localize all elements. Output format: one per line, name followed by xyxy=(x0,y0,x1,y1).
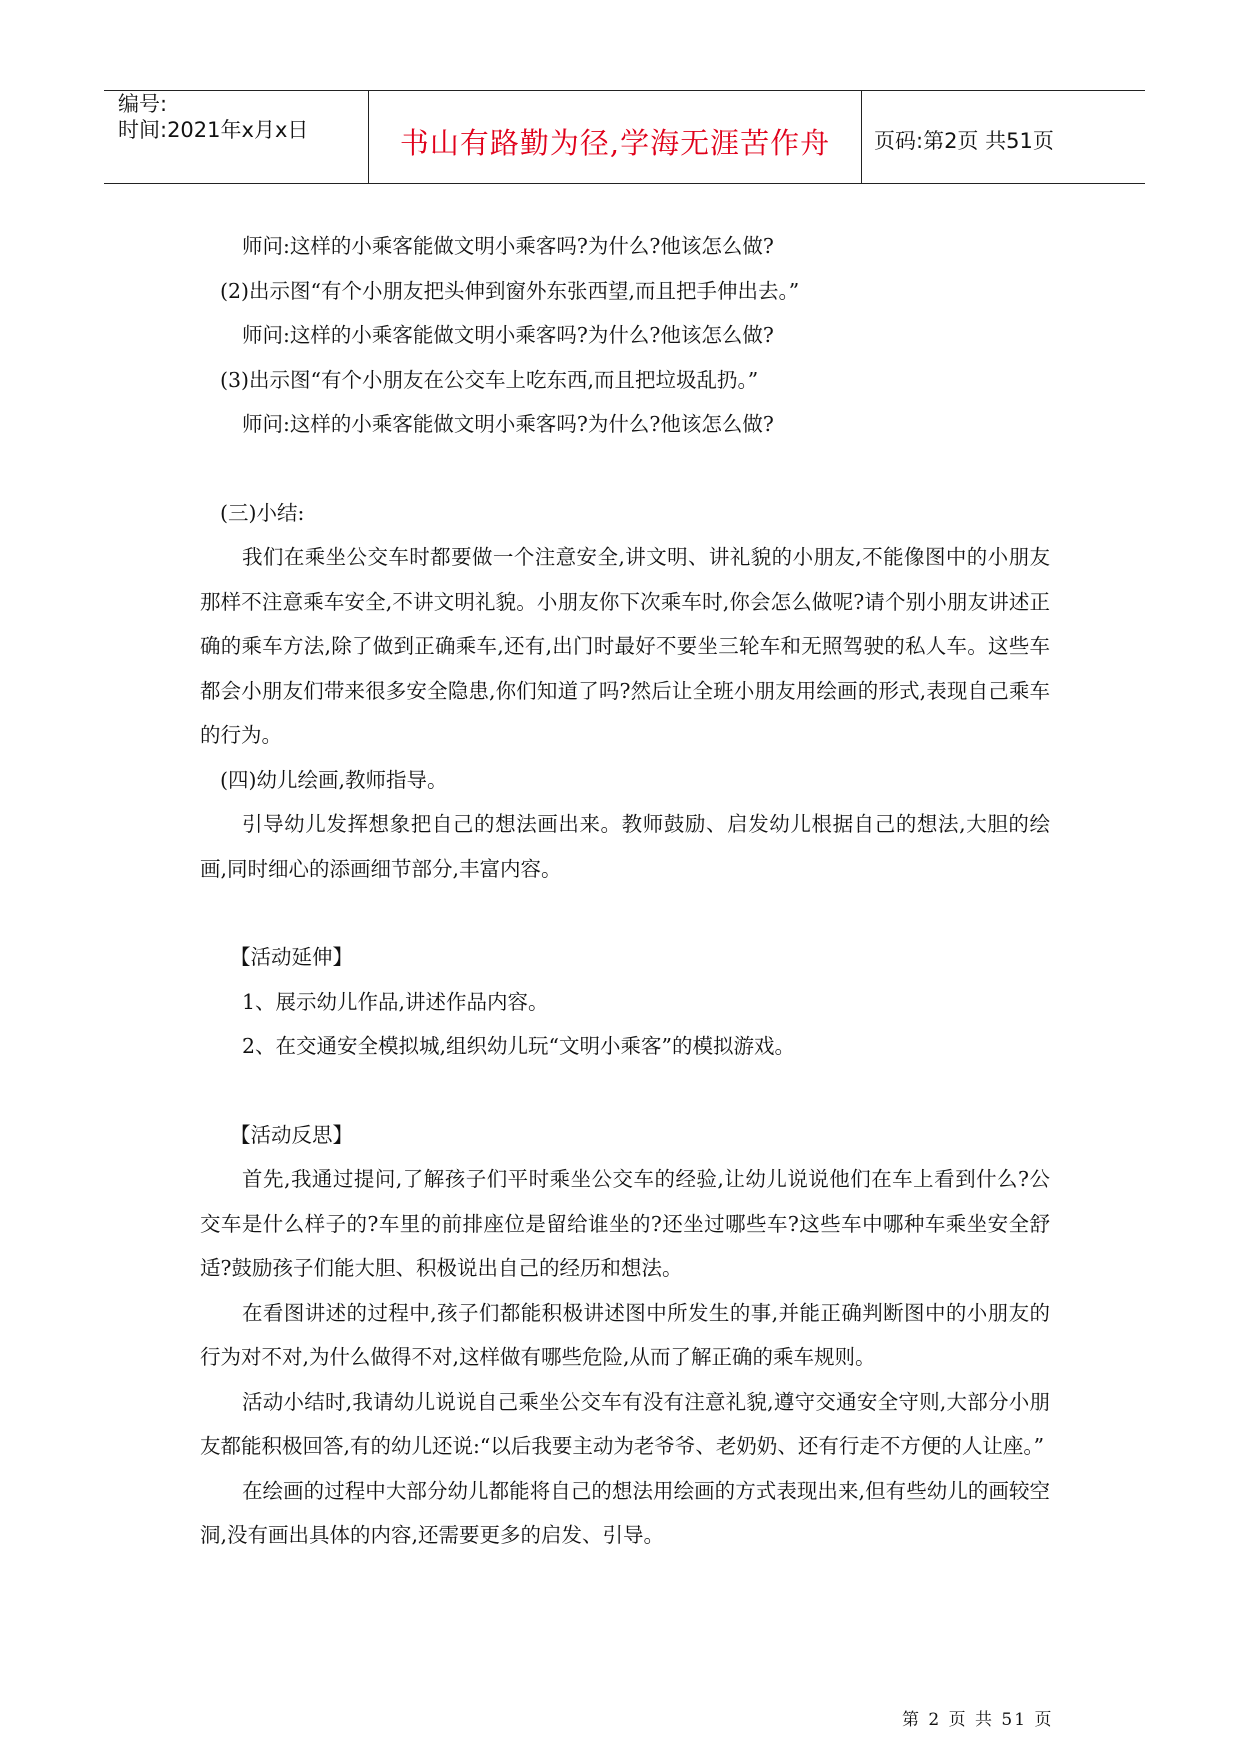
doc-time-label: 时间:2021年x月x日 xyxy=(118,118,309,142)
body-paragraph: 在看图讲述的过程中,孩子们都能积极讲述图中所发生的事,并能正确判断图中的小朋友的行为对不对,为什么做得不对,这样做有哪些危险,从而了解正确的乘车规则。 xyxy=(200,1300,1050,1369)
header-meta xyxy=(118,91,368,143)
page-header xyxy=(104,90,1145,184)
question-paragraph: 师问:这样的小乘客能做文明小乘客吗?为什么?他该怎么做? xyxy=(242,234,774,258)
spacer xyxy=(200,447,1050,491)
section-heading: 【活动延伸】 xyxy=(230,945,353,969)
spacer xyxy=(200,1069,1050,1113)
body-paragraph: 活动小结时,我请幼儿说说自己乘坐公交车有没有注意礼貌,遵守交通安全守则,大部分小朋友都能积极回答,有的幼儿还说:“以后我要主动为老爷爷、老奶奶、还有行走不方便的人让座。” xyxy=(200,1389,1050,1458)
document-body xyxy=(200,224,1050,1558)
list-item: 1、展示幼儿作品,讲述作品内容。 xyxy=(242,989,549,1014)
question-paragraph: 师问:这样的小乘客能做文明小乘客吗?为什么?他该怎么做? xyxy=(242,412,774,436)
list-item: (2)出示图“有个小朋友把头伸到窗外东张西望,而且把手伸出去。” xyxy=(220,278,800,303)
body-paragraph: 引导幼儿发挥想象把自己的想法画出来。教师鼓励、启发幼儿根据自己的想法,大胆的绘画,同时细心的添画细节部分,丰富内容。 xyxy=(200,812,1050,881)
header-page-info: 页码:第2页 共51页 xyxy=(874,129,1054,153)
section-heading: 【活动反思】 xyxy=(230,1122,353,1147)
body-paragraph: 在绘画的过程中大部分幼儿都能将自己的想法用绘画的方式表现出来,但有些幼儿的画较空洞,没有画出具体的内容,还需要更多的启发、引导。 xyxy=(200,1478,1050,1547)
list-item: (3)出示图“有个小朋友在公交车上吃东西,而且把垃圾乱扔。” xyxy=(220,367,759,392)
header-motto: 书山有路勤为径,学海无涯苦作舟 xyxy=(399,126,831,160)
body-paragraph: 我们在乘坐公交车时都要做一个注意安全,讲文明、讲礼貌的小朋友,不能像图中的小朋友那样不注意乘车安全,不讲文明礼貌。小朋友你下次乘车时,你会怎么做呢?请个别小朋友讲述正确的乘车方法,除了做到正确乘车,还有,出门时最好不要坐三轮车和无照驾驶的私人车。这些车都会小朋友们带来很多安全隐患,你们知道了吗?然后让全班小朋友用绘画的形式,表现自己乘车的行为。 xyxy=(200,545,1050,747)
spacer xyxy=(200,891,1050,935)
body-paragraph: 首先,我通过提问,了解孩子们平时乘坐公交车的经验,让幼儿说说他们在车上看到什么?公交车是什么样子的?车里的前排座位是留给谁坐的?还坐过哪些车?这些车中哪种车乘坐安全舒适?鼓励孩子们能大胆、积极说出自己的经历和想法。 xyxy=(200,1167,1050,1280)
page-footer: 第 2 页 共 51 页 xyxy=(902,1710,1054,1730)
list-item: 2、在交通安全模拟城,组织幼儿玩“文明小乘客”的模拟游戏。 xyxy=(242,1034,796,1058)
section-heading: (三)小结: xyxy=(220,500,305,525)
doc-id-label: 编号: xyxy=(118,92,168,116)
section-heading: (四)幼儿绘画,教师指导。 xyxy=(220,767,448,792)
header-divider xyxy=(861,91,862,183)
question-paragraph: 师问:这样的小乘客能做文明小乘客吗?为什么?他该怎么做? xyxy=(242,323,774,347)
